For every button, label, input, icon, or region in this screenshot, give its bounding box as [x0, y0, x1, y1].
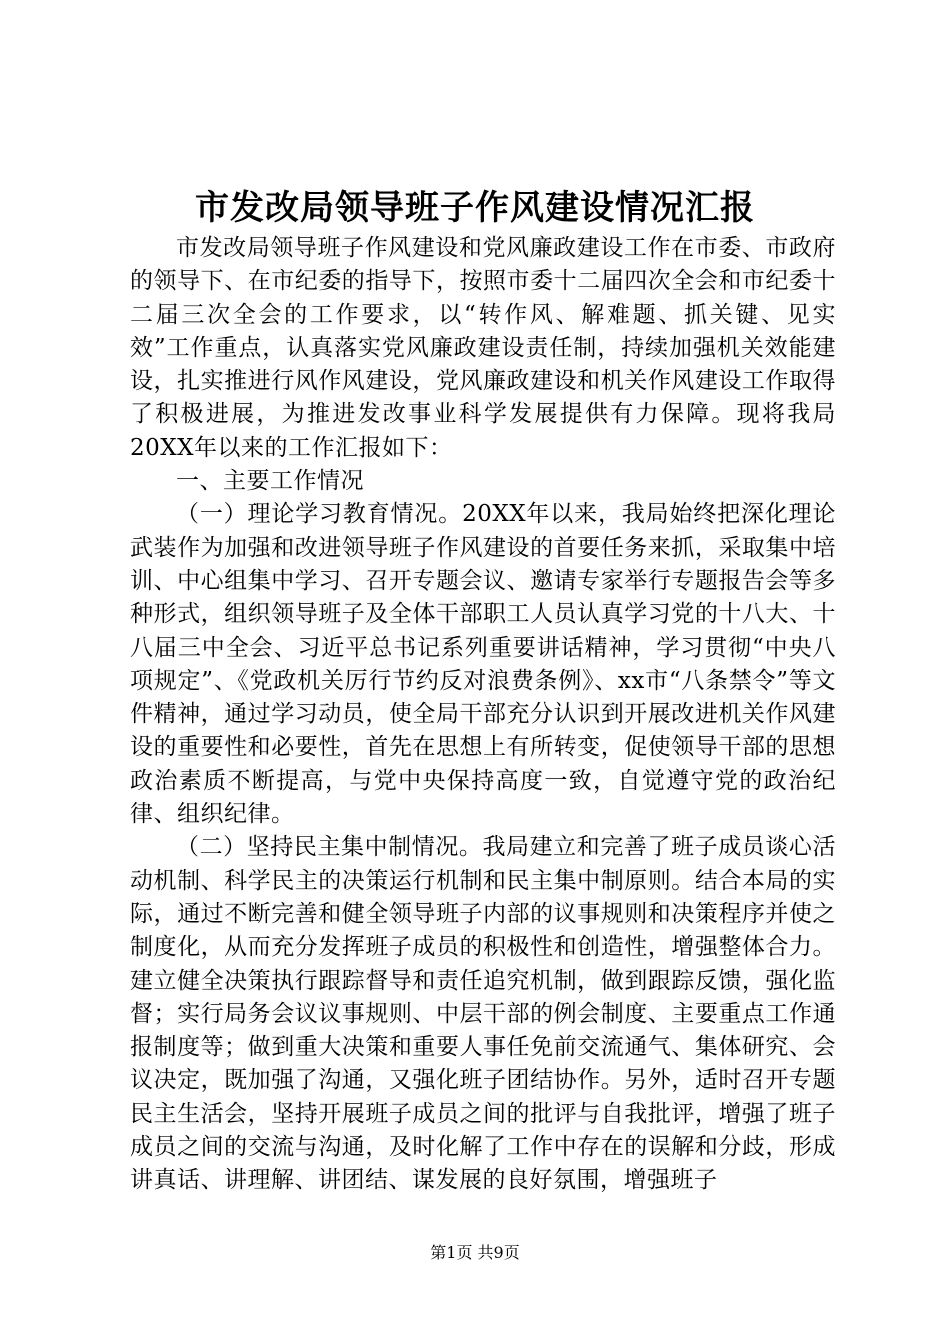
page-footer: 第1页 共9页	[430, 1243, 520, 1262]
theory-study-paragraph: （一）理论学习教育情况。20XX年以来，我局始终把深化理论武装作为加强和改进领导班子作风建设的首要任务来抓，采取集中培训、中心组集中学习、召开专题会议、邀请专家举行专题报告会等多种形式，组织领导班子及全体干部职工人员认真学习党的十八大、十八届三中全会、习近平总书记系列重要讲话精神，学习贯彻“中央八项规定”、《党政机关厉行节约反对浪费条例》、xx市“八条禁令”等文件精神，通过学习动员，使全局干部充分认识到开展改进机关作风建设的重要性和必要性，首先在思想上有所转变，促使领导干部的思想政治素质不断提高，与党中央保持高度一致，自觉遵守党的政治纪律、组织纪律。	[130, 501, 836, 828]
democratic-centralism-paragraph: （二）坚持民主集中制情况。我局建立和完善了班子成员谈心活动机制、科学民主的决策运行机制和民主集中制原则。结合本局的实际，通过不断完善和健全领导班子内部的议事规则和决策程序并使之制度化，从而充分发挥班子成员的积极性和创造性，增强整体合力。建立健全决策执行跟踪督导和责任追究机制，做到跟踪反馈，强化监督；实行局务会议议事规则、中层干部的例会制度、主要重点工作通报制度等；做到重大决策和重要人事任免前交流通气、集体研究、会议决定，既加强了沟通，又强化班子团结协作。另外，适时召开专题民主生活会，坚持开展班子成员之间的批评与自我批评，增强了班子成员之间的交流与沟通，及时化解了工作中存在的误解和分歧，形成讲真话、讲理解、讲团结、谋发展的良好氛围，增强班子	[130, 834, 836, 1194]
document-title: 市发改局领导班子作风建设情况汇报	[195, 188, 755, 228]
document-body	[130, 232, 836, 1198]
section-heading: 一、主要工作情况	[176, 468, 364, 495]
intro-paragraph: 市发改局领导班子作风建设和党风廉政建设工作在市委、市政府的领导下、在市纪委的指导下，按照市委十二届四次全会和市纪委十二届三次全会的工作要求，以“转作风、解难题、抓关键、见实效”工作重点，认真落实党风廉政建设责任制，持续加强机关效能建设，扎实推进行风作风建设，党风廉政建设和机关作风建设工作取得了积极进展，为推进发改事业科学发展提供有力保障。现将我局20XX年以来的工作汇报如下：	[130, 235, 836, 461]
